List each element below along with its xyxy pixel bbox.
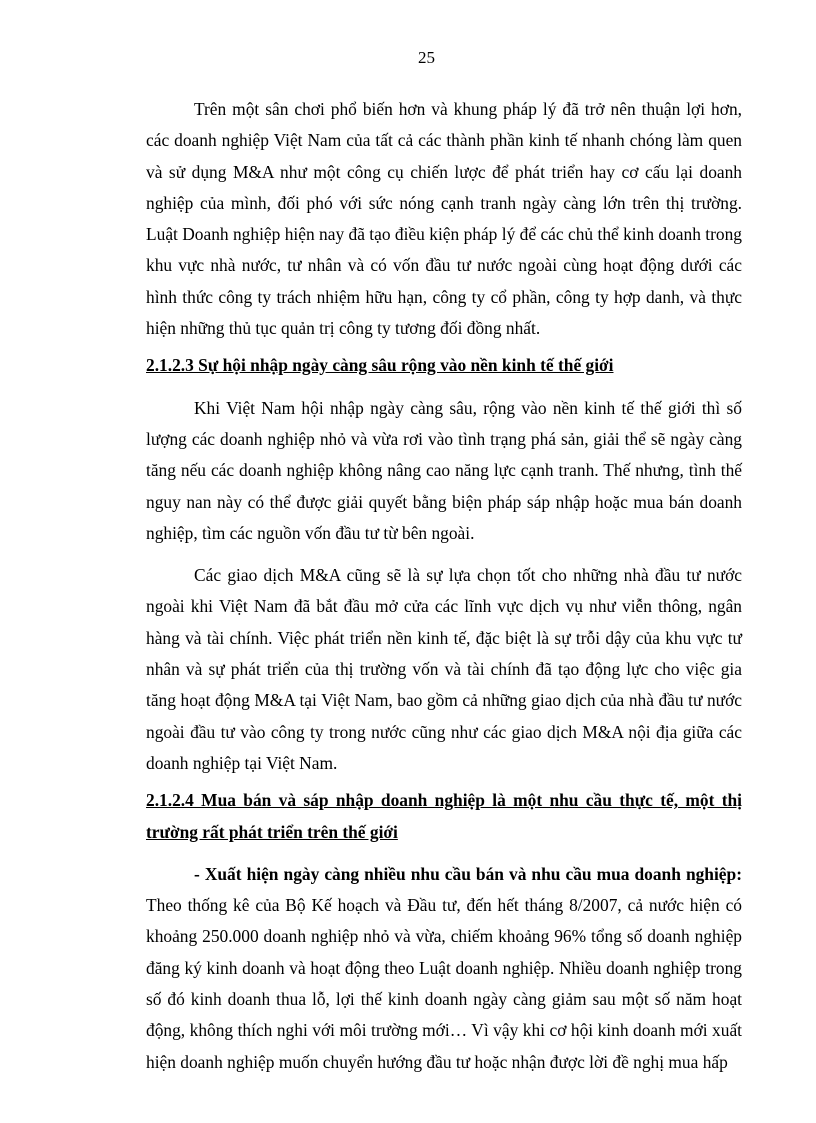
section-heading-2-1-2-3: 2.1.2.3 Sự hội nhập ngày càng sâu rộng vào nền kinh tế thế giới (146, 355, 614, 376)
paragraph-body-text: Theo thống kê của Bộ Kế hoạch và Đầu tư, đến hết tháng 8/2007, cả nước hiện có khoảng 250.000 doanh nghiệp nhỏ và vừa, chiếm khoảng 96% tổng số doanh nghiệp đăng ký kinh doanh và hoạt động theo Luật doanh nghiệp. Nhiều doanh nghiệp trong số đó kinh doanh thua lỗ, lợi thế kinh doanh ngày càng giảm sau một số năm hoạt động, không thích nghi với môi trường mới… Vì vậy khi cơ hội kinh doanh mới xuất hiện doanh nghiệp muốn chuyển hướng đầu tư hoặc nhận được lời đề nghị mua hấp (146, 895, 742, 1072)
paragraph-2-1-2-3-second: Các giao dịch M&A cũng sẽ là sự lựa chọn tốt cho những nhà đầu tư nước ngoài khi Việt Nam đã bắt đầu mở cửa các lĩnh vực dịch vụ như viễn thông, ngân hàng và tài chính. Việc phát triển nền kinh tế, đặc biệt là sự trỗi dậy của khu vực tư nhân và sự phát triển của thị trường vốn và tài chính đã tạo động lực cho việc gia tăng hoạt động M&A tại Việt Nam, bao gồm cả những giao dịch của nhà đầu tư nước ngoài đầu tư vào công ty trong nước cũng như các giao dịch M&A nội địa giữa các doanh nghiệp tại Việt Nam. (146, 565, 742, 773)
paragraph-lead-text: - Xuất hiện ngày càng nhiều nhu cầu bán và nhu cầu mua doanh nghiệp: (194, 863, 742, 884)
paragraph-2-1-2-3-first: Khi Việt Nam hội nhập ngày càng sâu, rộng vào nền kinh tế thế giới thì số lượng các doanh nghiệp nhỏ và vừa rơi vào tình trạng phá sản, giải thể sẽ ngày càng tăng nếu các doanh nghiệp không nâng cao năng lực cạnh tranh. Thế nhưng, tình thế nguy nan này có thể được giải quyết bằng biện pháp sáp nhập hoặc mua bán doanh nghiệp, tìm các nguồn vốn đầu tư từ bên ngoài. (146, 397, 742, 543)
intro-paragraph: Trên một sân chơi phổ biến hơn và khung pháp lý đã trở nên thuận lợi hơn, các doanh nghiệp Việt Nam của tất cả các thành phần kinh tế nhanh chóng làm quen và sử dụng M&A như một công cụ chiến lược để phát triển hay cơ cấu lại doanh nghiệp của mình, đối phó với sức nóng cạnh tranh ngày càng lớn trên thị trường. Luật Doanh nghiệp hiện nay đã tạo điều kiện pháp lý để các chủ thể kinh doanh trong khu vực nhà nước, tư nhân và có vốn đầu tư nước ngoài cùng hoạt động dưới các hình thức công ty trách nhiệm hữu hạn, công ty cổ phần, công ty hợp danh, và thực hiện những thủ tục quản trị công ty tương đối đồng nhất. (146, 99, 742, 339)
document-body (146, 94, 742, 1078)
paragraph-2-1-2-4 (146, 859, 742, 1078)
section-heading-2-1-2-4: 2.1.2.4 Mua bán và sáp nhập doanh nghiệp là một nhu cầu thực tế, một thị trường rất phát triển trên thế giới (146, 790, 742, 842)
page-number: 25 (418, 48, 435, 67)
